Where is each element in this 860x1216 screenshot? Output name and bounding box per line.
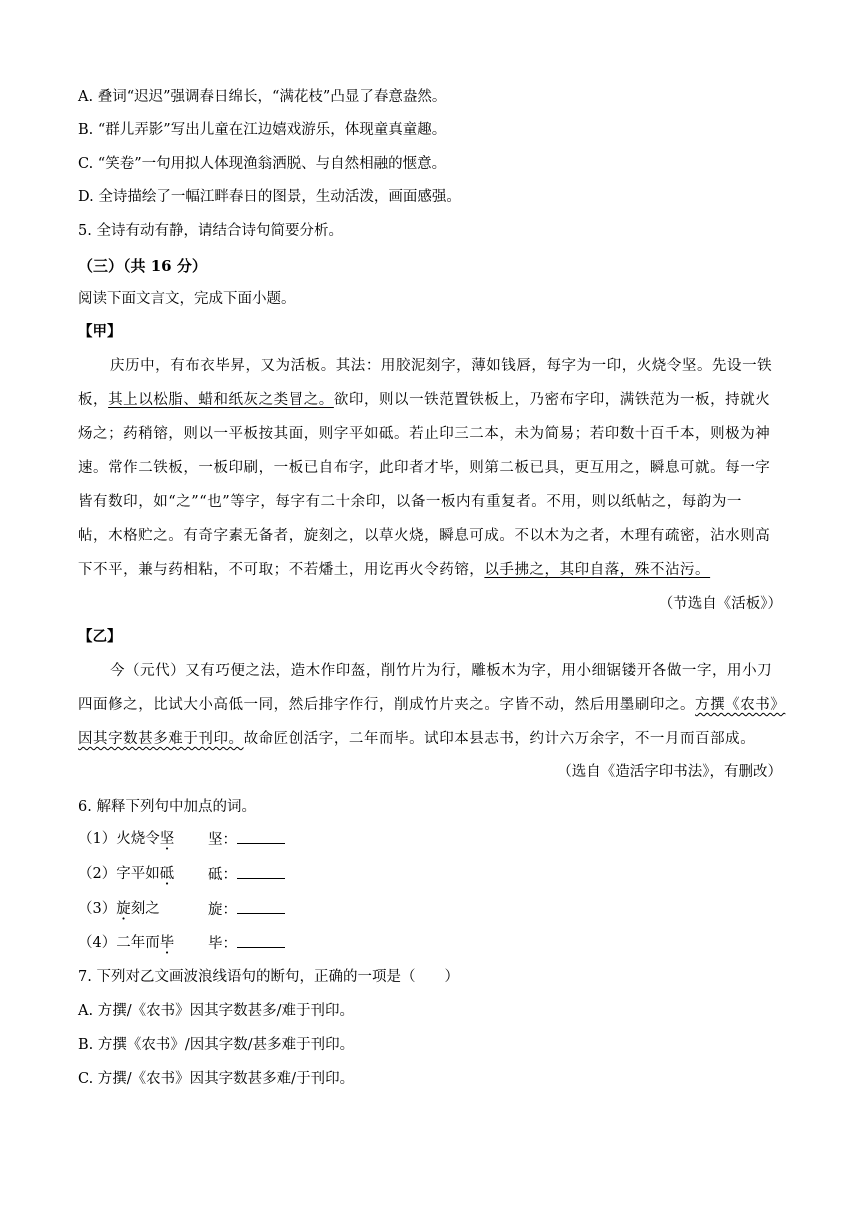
jia-line-4: 速。常作二铁板，一板印刷，一板已自布字，此印者才毕，则第二板已具，更互用之，瞬息可就。每一字 (78, 460, 771, 476)
option-b: B. “群儿弄影”写出儿童在江边嬉戏游乐，体现童真童趣。 (78, 122, 447, 138)
q6-answer-4[interactable]: 毕： (208, 933, 285, 954)
jia-line-5: 皆有数印，如“之”“也”等字，每字有二十余印，以备一板内有重复者。不用，则以纸帖之，每韵为一 (78, 494, 742, 510)
question-7: 7. 下列对乙文画波浪线语句的断句，正确的一项是（ ） (78, 969, 459, 985)
jia-line-7: 下不平，兼与药相粘，不可取；不若燔土，用讫再火令药镕，以手拂之，其印自落，殊不沾污。 (78, 562, 711, 578)
jia-line-1: 庆历中，有布衣毕昇，又为活板。其法：用胶泥刻字，薄如钱唇，每字为一印，火烧令坚。先设一铁 (110, 358, 773, 374)
instruction: 阅读下面文言文，完成下面小题。 (78, 291, 296, 307)
q6-answer-3[interactable]: 旋： (208, 899, 285, 920)
yi-line-3: 因其字数甚多难于刊印。故命匠创活字，二年而毕。试印本县志书，约计六万余字，不一月而百部成。 (78, 731, 756, 747)
option-a: A. 叠词“迟迟”强调春日绵长，“满花枝”凸显了春意盎然。 (78, 89, 447, 105)
answer-blank (237, 933, 285, 948)
dotted-char: 毕 (159, 935, 175, 951)
answer-blank (237, 829, 285, 844)
section-heading: （三）（共 16 分） (78, 257, 207, 275)
question-5: 5. 全诗有动有静，请结合诗句简要分析。 (78, 223, 343, 239)
jia-underlined-sentence-2: 以手拂之，其印自落，殊不沾污。 (484, 562, 711, 578)
yi-wavy-sentence-part-1: 方撰《农书》 (695, 697, 786, 713)
jia-line-6: 帖，木格贮之。有奇字素无备者，旋刻之，以草火烧，瞬息可成。不以木为之者，木理有疏密，沾水则高 (78, 528, 771, 544)
answer-blank (237, 899, 285, 914)
q7-option-a: A. 方撰/《农书》因其字数甚多/难于刊印。 (78, 1003, 354, 1019)
q7-option-c: C. 方撰/《农书》因其字数甚多难/于刊印。 (78, 1071, 355, 1087)
q6-answer-2[interactable]: 砥： (208, 864, 285, 885)
dotted-char: 旋 (116, 901, 131, 917)
question-6: 6. 解释下列句中加点的词。 (78, 799, 256, 815)
option-c: C. “笑卷”一句用拟人体现渔翁洒脱、与自然相融的惬意。 (78, 156, 447, 172)
q6-answer-1[interactable]: 坚： (208, 829, 285, 850)
passage-jia-label: 【甲】 (78, 323, 122, 340)
answer-blank (237, 864, 285, 879)
dotted-char: 坚 (159, 831, 175, 847)
q6-item-4: （4）二年而毕 (78, 935, 175, 951)
jia-underlined-sentence-1: 其上以松脂、蜡和纸灰之类冒之。 (108, 392, 334, 408)
yi-line-1: 今（元代）又有巧便之法，造木作印盔，削竹片为行，雕板木为字，用小细锯镂开各做一字，用小刀 (110, 663, 773, 679)
yi-source: （选自《造活字印书法》，有删改） (557, 764, 782, 780)
q6-item-1: （1）火烧令坚 (78, 831, 175, 847)
yi-wavy-sentence-part-2: 因其字数甚多难于刊印。 (78, 731, 244, 747)
jia-line-2: 板，其上以松脂、蜡和纸灰之类冒之。欲印，则以一铁范置铁板上，乃密布字印，满铁范为一板，持就火 (78, 392, 771, 408)
passage-yi-label: 【乙】 (78, 628, 122, 645)
jia-source: （节选自《活板》） (658, 596, 782, 612)
q6-item-2: （2）字平如砥 (78, 866, 175, 882)
q7-option-b: B. 方撰《农书》/因其字数/甚多难于刊印。 (78, 1037, 355, 1053)
dotted-char: 砥 (159, 866, 175, 882)
q6-item-3: （3）旋刻之 (78, 901, 160, 917)
option-d: D. 全诗描绘了一幅江畔春日的图景，生动活泼，画面感强。 (78, 189, 461, 205)
jia-line-3: 炀之；药稍镕，则以一平板按其面，则字平如砥。若止印三二本，未为简易；若印数十百千本，则极为神 (78, 426, 771, 442)
yi-line-2: 四面修之，比试大小高低一同，然后排字作行，削成竹片夹之。字皆不动，然后用墨刷印之。方撰《农书》 (78, 697, 786, 713)
